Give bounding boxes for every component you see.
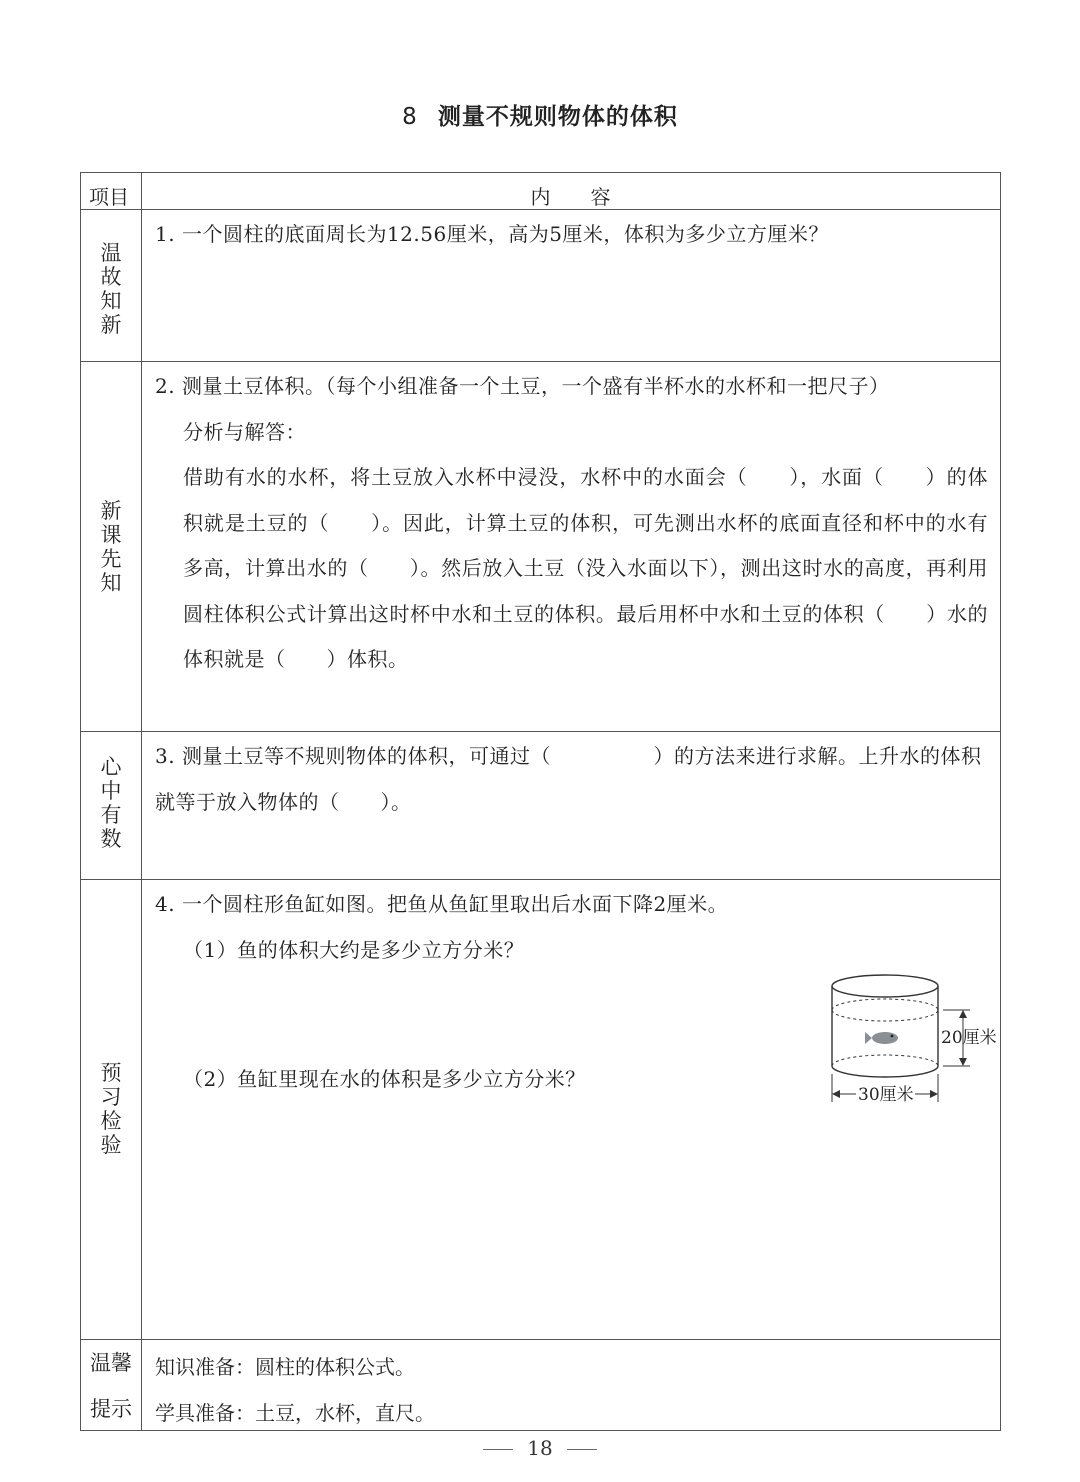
- row-divider: [81, 731, 1000, 732]
- section-label-review: 温故知新: [100, 241, 122, 337]
- analysis-paragraph: 借助有水的水杯，将土豆放入水杯中浸没，水杯中的水面会（ ），水面（ ）的体积就是土豆的（ ）。因此，计算土豆的体积，可先测出水杯的底面直径和杯中的水有多高，计算出水的（ ）。然后放入土豆（没入水面以下），测出这时水的高度，再利用圆柱体积公式计算出这时杯中水和土豆的体积。最后用杯中水和土豆的体积（ ）水的体积就是（ ）体积。: [183, 465, 988, 672]
- tank-bottom-front: [832, 1066, 938, 1077]
- question-2-block: [155, 363, 988, 683]
- page-title: [0, 98, 1080, 131]
- question-4: 4. 一个圆柱形鱼缸如图。把鱼从鱼缸里取出后水面下降2厘米。: [155, 892, 729, 916]
- row-divider: [81, 1339, 1000, 1340]
- lesson-number: 8: [402, 104, 418, 130]
- water-level-back: [832, 999, 938, 1010]
- section-label-check: 预习检验: [100, 1061, 122, 1157]
- diameter-label: 30厘米: [858, 1085, 914, 1105]
- header-item: 项目: [89, 185, 129, 209]
- lesson-title: 测量不规则物体的体积: [437, 104, 678, 130]
- analysis-heading: 分析与解答：: [183, 420, 306, 444]
- question-4-block: [155, 881, 988, 973]
- height-label: 20厘米: [941, 1028, 997, 1048]
- tank-bottom-back: [832, 1055, 938, 1066]
- tip-knowledge: 知识准备：圆柱的体积公式。: [155, 1355, 415, 1379]
- header-content: 内 容: [530, 185, 611, 209]
- page-footer: [0, 1436, 1080, 1460]
- row-divider: [81, 879, 1000, 880]
- section-label-tips-1: 温馨: [90, 1351, 132, 1375]
- question-4-part-2: （2）鱼缸里现在水的体积是多少立方分米？: [183, 1067, 586, 1091]
- row-divider: [81, 361, 1000, 362]
- fish-tank-figure: [825, 970, 1015, 1110]
- tip-tools: 学具准备：土豆，水杯，直尺。: [155, 1401, 435, 1425]
- water-level-front: [832, 1010, 938, 1021]
- question-3: 3. 测量土豆等不规则物体的体积，可通过（ ）的方法来进行求解。上升水的体积就等于放入物体的（ ）。: [155, 744, 982, 814]
- fish-icon: [865, 1032, 898, 1044]
- question-4-part-1: （1）鱼的体积大约是多少立方分米？: [183, 938, 525, 962]
- section-label-summary: 心中有数: [100, 755, 122, 851]
- question-2: 2. 测量土豆体积。（每个小组准备一个土豆，一个盛有半杯水的水杯和一把尺子）: [155, 374, 890, 398]
- question-1: 1. 一个圆柱的底面周长为12.56厘米，高为5厘米，体积为多少立方厘米？: [155, 222, 829, 246]
- section-label-tips-2: 提示: [90, 1397, 132, 1421]
- page-number: 18: [527, 1436, 553, 1460]
- footer-dash-right: [567, 1449, 597, 1450]
- lesson-table: [80, 172, 1001, 1431]
- tank-top-ellipse: [832, 975, 938, 997]
- section-label-preview: 新课先知: [100, 499, 122, 595]
- footer-dash-left: [483, 1449, 513, 1450]
